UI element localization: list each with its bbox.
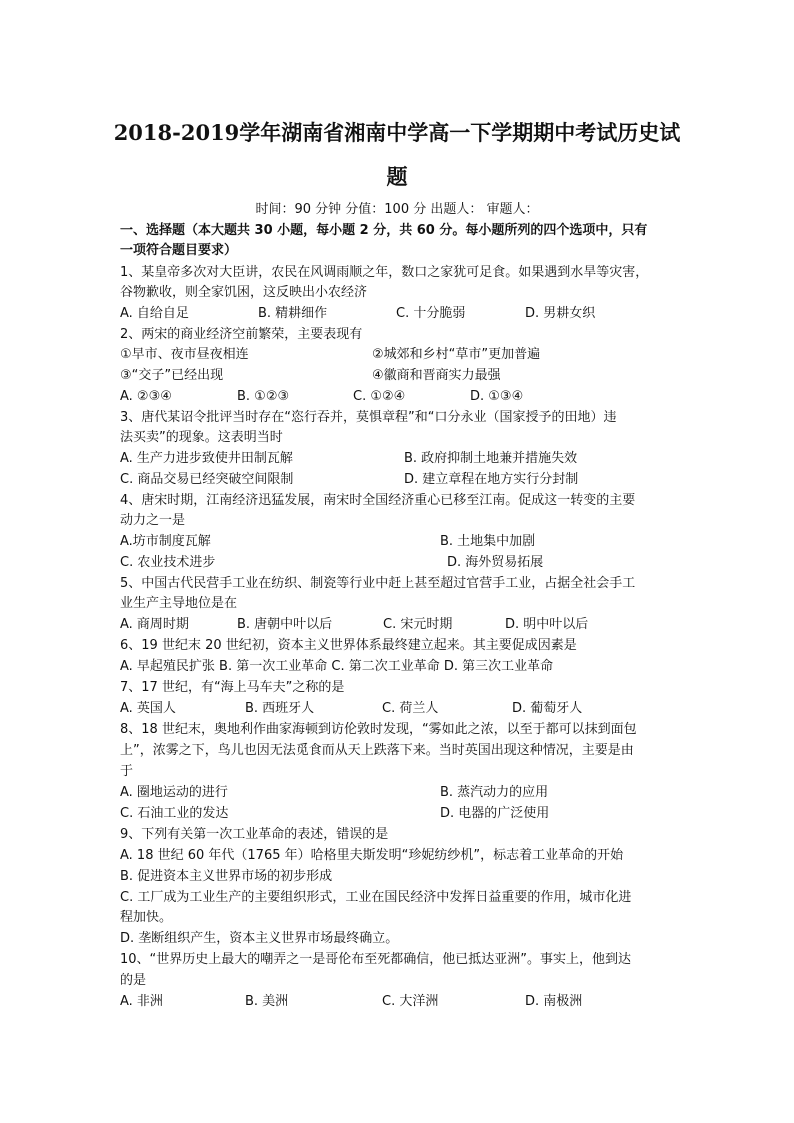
q3-option-c: C. 商品交易已经突破空间限制 bbox=[120, 472, 294, 487]
q6-options: A. 早起殖民扩张 B. 第一次工业革命 C. 第二次工业革命 D. 第三次工业革命 bbox=[120, 659, 554, 674]
q2-item-3: ③“交子”已经出现 bbox=[120, 368, 224, 383]
q4-option-c: C. 农业技术进步 bbox=[120, 555, 216, 570]
q4-option-d: D. 海外贸易拓展 bbox=[447, 555, 544, 570]
q4-option-b: B. 土地集中加剧 bbox=[440, 534, 536, 549]
q2-option-c: C. ①②④ bbox=[353, 389, 406, 404]
q10-option-d: D. 南极洲 bbox=[525, 994, 583, 1009]
q7-option-a: A. 英国人 bbox=[120, 701, 176, 716]
q5-option-b: B. 唐朝中叶以后 bbox=[237, 617, 333, 632]
q10-option-a: A. 非洲 bbox=[120, 994, 163, 1009]
q5-option-d: D. 明中叶以后 bbox=[505, 617, 589, 632]
question-1-stem-cont: 谷物歉收，则全家饥困，这反映出小农经济 bbox=[120, 285, 368, 300]
q2-item-2: ②城郊和乡村“草市”更加普遍 bbox=[372, 347, 541, 362]
question-4-stem-cont: 动力之一是 bbox=[120, 513, 186, 528]
question-10-stem: 10、“世界历史上最大的嘲弄之一是哥伦布至死都确信，他已抵达亚洲”。事实上，他到达 bbox=[120, 952, 632, 967]
question-3-stem: 3、唐代某诏令批评当时存在“恣行吞并，莫惧章程”和“口分永业（国家授予的田地）违 bbox=[120, 410, 617, 425]
exam-title-line-1: 2018-2019学年湖南省湘南中学高一下学期期中考试历史试 bbox=[113, 120, 681, 145]
q1-option-a: A. 自给自足 bbox=[120, 306, 189, 321]
question-5-stem-cont: 业生产主导地位是在 bbox=[120, 596, 238, 611]
q8-option-a: A. 圈地运动的进行 bbox=[120, 785, 228, 800]
question-10-stem-cont: 的是 bbox=[120, 973, 147, 988]
question-2-stem: 2、两宋的商业经济空前繁荣，主要表现有 bbox=[120, 327, 363, 342]
q5-option-a: A. 商周时期 bbox=[120, 617, 189, 632]
q3-option-b: B. 政府抑制土地兼并措施失效 bbox=[404, 451, 578, 466]
q2-option-b: B. ①②③ bbox=[237, 389, 290, 404]
q9-option-b: B. 促进资本主义世界市场的初步形成 bbox=[120, 869, 333, 884]
q1-option-b: B. 精耕细作 bbox=[258, 306, 328, 321]
question-4-stem: 4、唐宋时期，江南经济迅猛发展，南宋时全国经济重心已移至江南。促成这一转变的主要 bbox=[120, 493, 636, 508]
q2-option-d: D. ①③④ bbox=[470, 389, 524, 404]
section-header-cont: 一项符合题目要求） bbox=[120, 243, 238, 258]
q7-option-c: C. 荷兰人 bbox=[382, 701, 439, 716]
q1-option-c: C. 十分脆弱 bbox=[396, 306, 466, 321]
question-9-stem: 9、下列有关第一次工业革命的表述，错误的是 bbox=[120, 827, 389, 842]
question-8-stem-cont: 上”，浓雾之下，鸟儿也因无法觅食而从天上跌落下来。当时英国出现这种情况，主要是由 bbox=[120, 743, 634, 758]
q10-option-b: B. 美洲 bbox=[245, 994, 289, 1009]
q9-option-d: D. 垄断组织产生，资本主义世界市场最终确立。 bbox=[120, 931, 399, 946]
q2-item-1: ①早市、夜市昼夜相连 bbox=[120, 347, 249, 362]
question-8-stem-cont-2: 于 bbox=[120, 764, 134, 779]
exam-meta: 时间：90 分钟 分值：100 分 出题人： 审题人： bbox=[255, 202, 539, 217]
question-1-stem: 1、某皇帝多次对大臣讲，农民在风调雨顺之年，数口之家犹可足食。如果遇到水旱等灾害， bbox=[120, 265, 649, 280]
exam-title-line-2: 题 bbox=[386, 164, 408, 189]
q2-item-4: ④徽商和晋商实力最强 bbox=[372, 368, 501, 383]
q8-option-d: D. 电器的广泛使用 bbox=[440, 806, 550, 821]
q5-option-c: C. 宋元时期 bbox=[383, 617, 453, 632]
q4-option-a: A.坊市制度瓦解 bbox=[120, 534, 211, 549]
section-header: 一、选择题（本大题共 30 小题，每小题 2 分，共 60 分。每小题所列的四个选项中，只有 bbox=[120, 223, 648, 238]
question-7-stem: 7、17 世纪，有“海上马车夫”之称的是 bbox=[120, 680, 345, 695]
q9-option-c-cont: 程加快。 bbox=[120, 910, 173, 925]
question-6-stem: 6、19 世纪末 20 世纪初，资本主义世界体系最终建立起来。其主要促成因素是 bbox=[120, 638, 577, 653]
q8-option-b: B. 蒸汽动力的应用 bbox=[440, 785, 549, 800]
q10-option-c: C. 大洋洲 bbox=[382, 994, 439, 1009]
q9-option-a: A. 18 世纪 60 年代（1765 年）哈格里夫斯发明“珍妮纺纱机”，标志着工业革命的开始 bbox=[120, 848, 624, 863]
question-5-stem: 5、中国古代民营手工业在纺织、制瓷等行业中赶上甚至超过官营手工业，占据全社会手工 bbox=[120, 576, 636, 591]
q3-option-a: A. 生产力进步致使井田制瓦解 bbox=[120, 451, 293, 466]
q3-option-d: D. 建立章程在地方实行分封制 bbox=[404, 472, 579, 487]
q7-option-d: D. 葡萄牙人 bbox=[512, 701, 583, 716]
q9-option-c: C. 工厂成为工业生产的主要组织形式，工业在国民经济中发挥日益重要的作用，城市化进 bbox=[120, 890, 632, 905]
question-8-stem: 8、18 世纪末，奥地利作曲家海顿到访伦敦时发现，“雾如此之浓，以至于都可以抹到面包 bbox=[120, 722, 637, 737]
question-3-stem-cont: 法买卖”的现象。这表明当时 bbox=[120, 430, 283, 445]
q1-option-d: D. 男耕女织 bbox=[525, 306, 596, 321]
q8-option-c: C. 石油工业的发达 bbox=[120, 806, 229, 821]
q7-option-b: B. 西班牙人 bbox=[245, 701, 315, 716]
q2-option-a: A. ②③④ bbox=[120, 389, 172, 404]
